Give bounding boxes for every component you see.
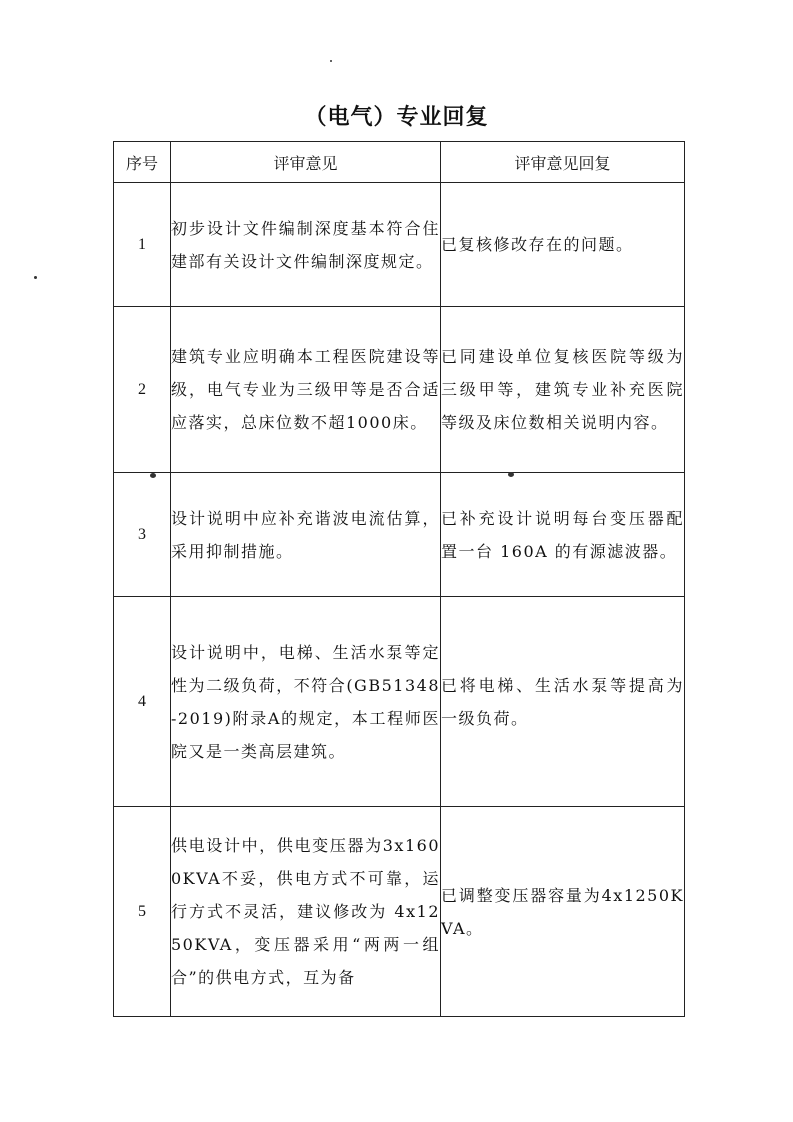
row-opinion: 设计说明中应补充谐波电流估算，采用抑制措施。	[171, 473, 441, 597]
row-number: 4	[114, 597, 171, 807]
row-number: 3	[114, 473, 171, 597]
table-header-row	[114, 142, 685, 183]
table-row	[114, 183, 685, 307]
table-row	[114, 473, 685, 597]
header-review-opinion: 评审意见	[171, 142, 441, 183]
row-reply: 已将电梯、生活水泵等提高为一级负荷。	[441, 597, 685, 807]
row-reply: 已补充设计说明每台变压器配置一台 160A 的有源滤波器。	[441, 473, 685, 597]
row-number: 2	[114, 307, 171, 473]
row-reply: 已调整变压器容量为4x1250KVA。	[441, 807, 685, 1017]
row-opinion: 设计说明中，电梯、生活水泵等定性为二级负荷，不符合(GB51348-2019)附录A的规定，本工程师医院又是一类高层建筑。	[171, 597, 441, 807]
row-opinion: 建筑专业应明确本工程医院建设等级，电气专业为三级甲等是否合适应落实，总床位数不超1000床。	[171, 307, 441, 473]
row-opinion: 初步设计文件编制深度基本符合住建部有关设计文件编制深度规定。	[171, 183, 441, 307]
table-row	[114, 307, 685, 473]
scan-speck	[508, 472, 514, 477]
review-table	[113, 141, 685, 1017]
header-review-reply: 评审意见回复	[441, 142, 685, 183]
row-opinion: 供电设计中，供电变压器为3x1600KVA不妥，供电方式不可靠，运行方式不灵活，建议修改为 4x1250KVA，变压器采用“两两一组合”的供电方式，互为备	[171, 836, 440, 987]
row-number: 5	[114, 807, 171, 1017]
page-title: （电气）专业回复	[304, 105, 489, 130]
row-opinion-cell	[171, 807, 441, 1017]
row-reply: 已复核修改存在的问题。	[441, 183, 685, 307]
table-row	[114, 807, 685, 1017]
scan-speck	[34, 276, 37, 279]
scan-speck	[330, 60, 332, 62]
header-serial-number: 序号	[114, 142, 171, 183]
scan-speck	[150, 473, 156, 478]
row-number: 1	[114, 183, 171, 307]
table-row	[114, 597, 685, 807]
row-reply: 已同建设单位复核医院等级为三级甲等，建筑专业补充医院等级及床位数相关说明内容。	[441, 307, 685, 473]
